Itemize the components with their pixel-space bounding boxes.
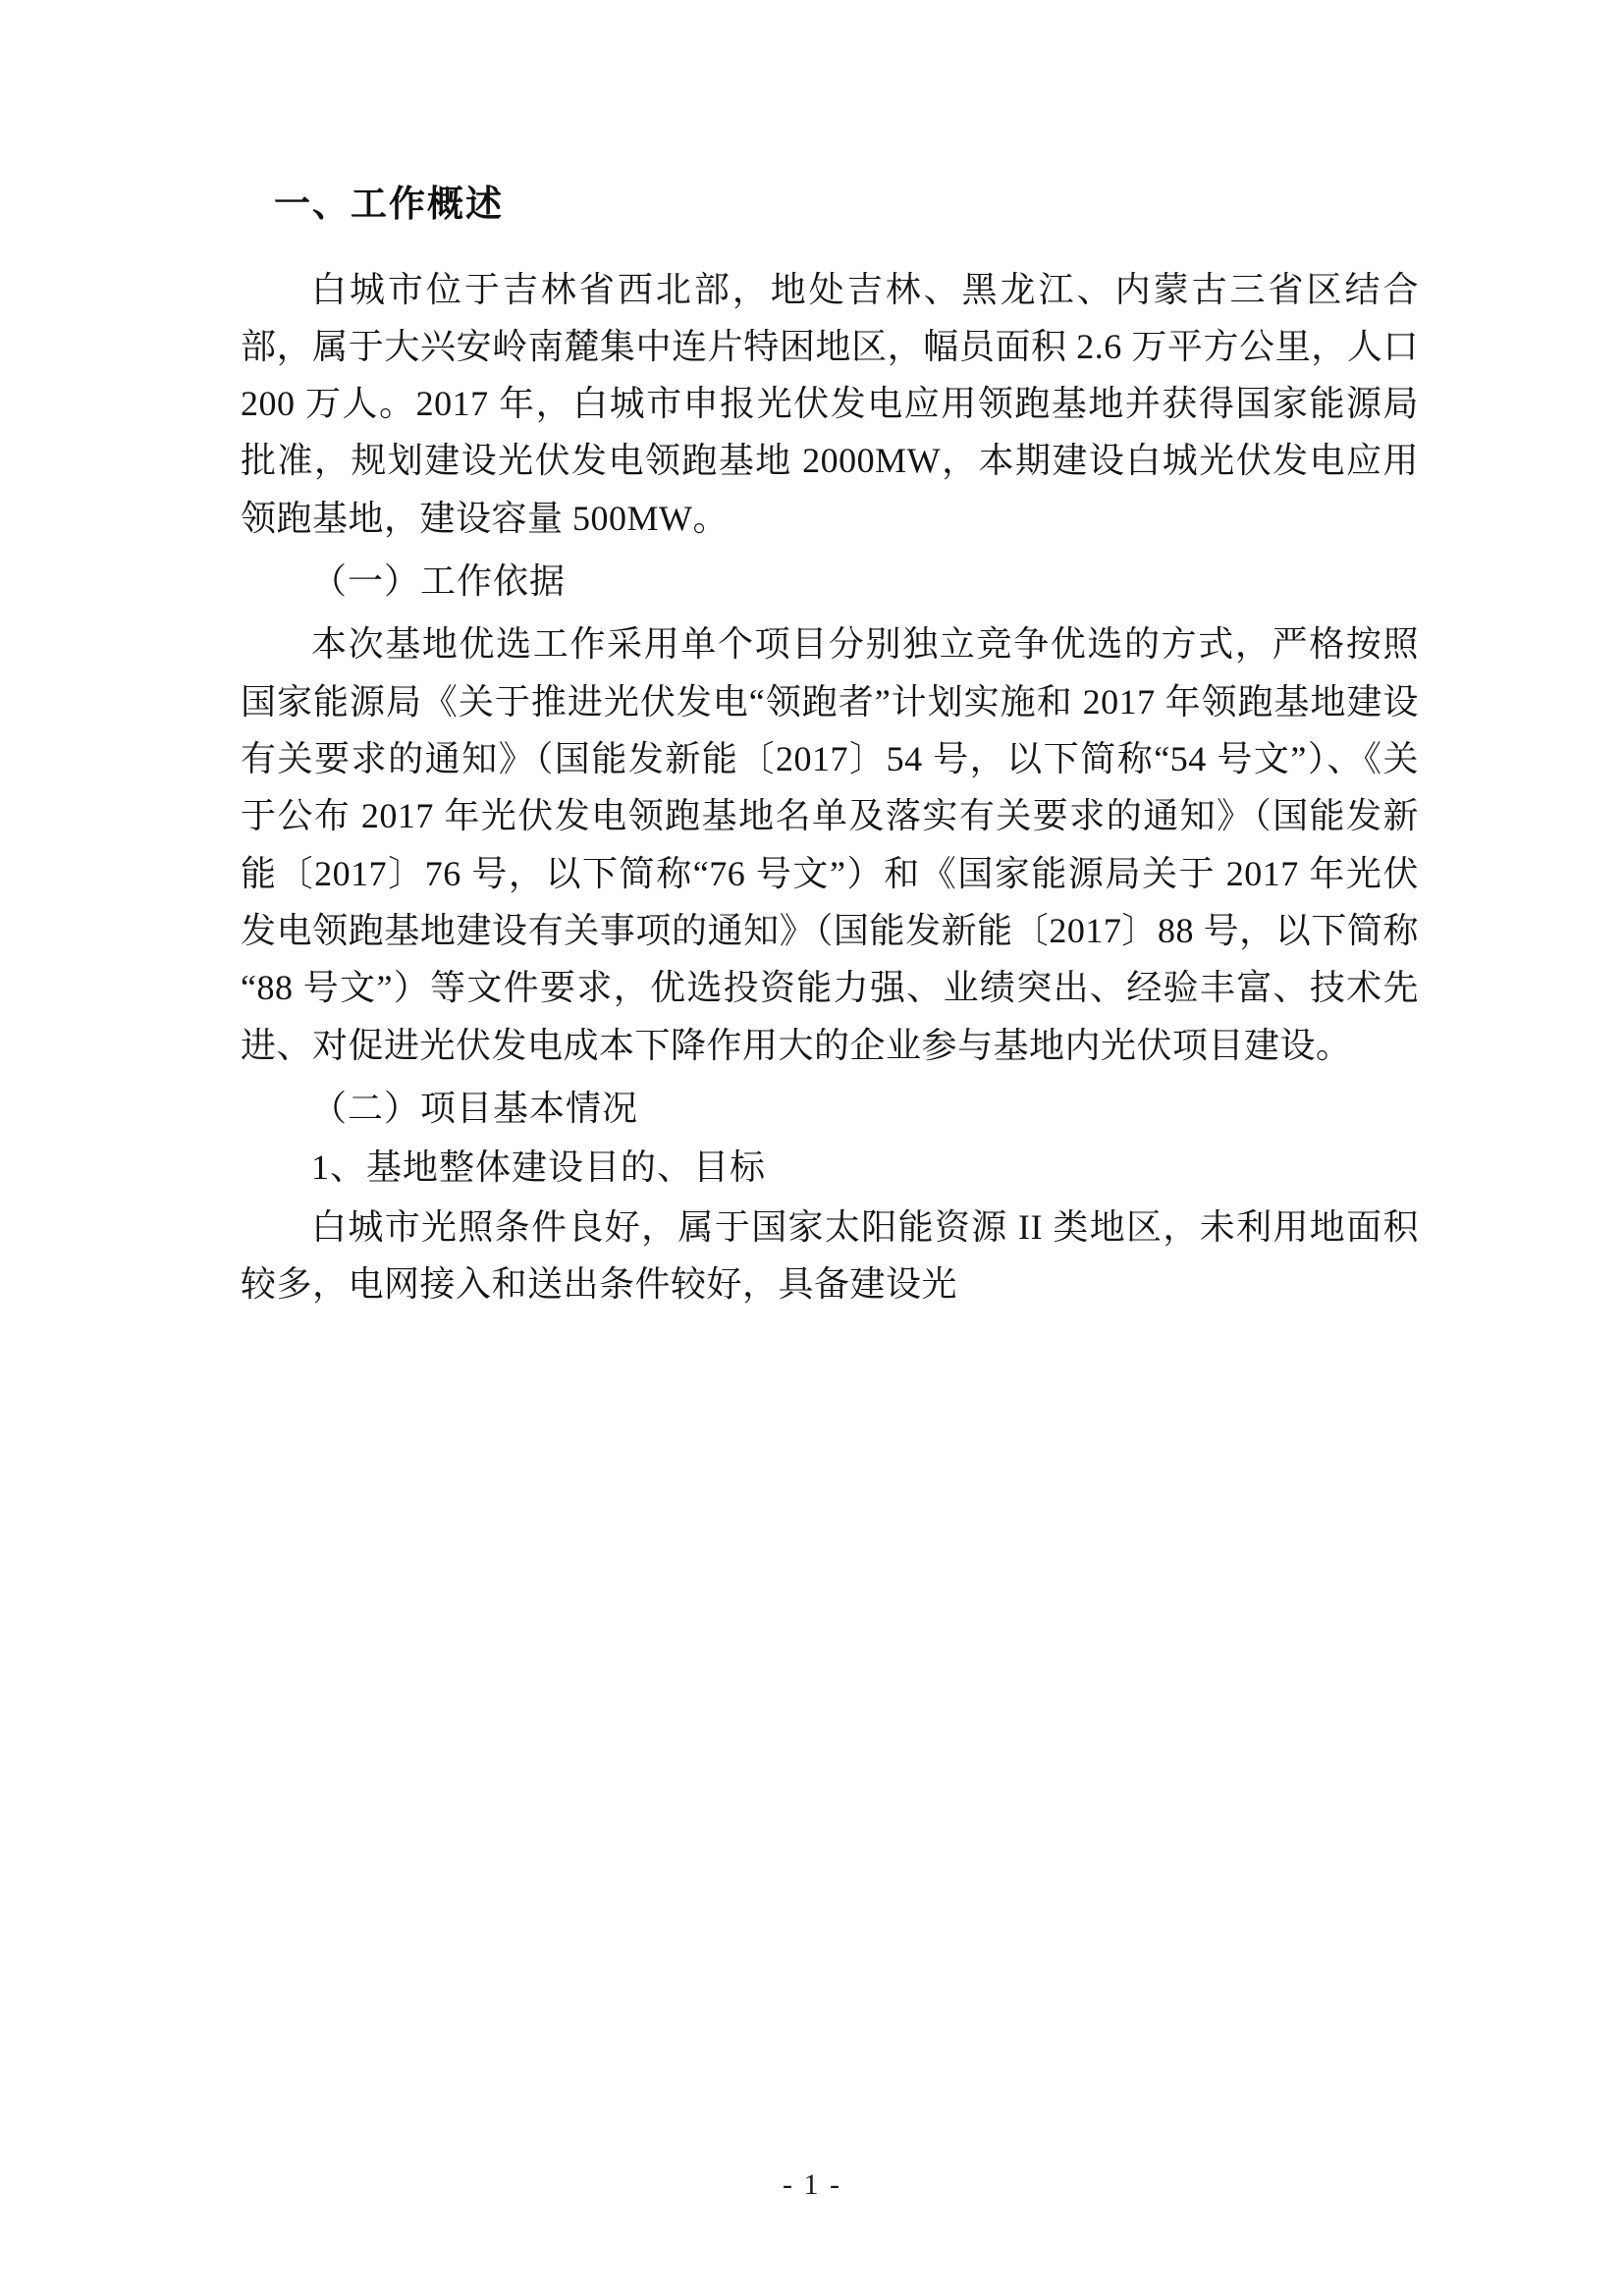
subheading-base-goals: 1、基地整体建设目的、目标 <box>311 1148 767 1188</box>
subheading-project-basics: （二）项目基本情况 <box>311 1088 639 1128</box>
page-title: 一、工作概述 <box>274 183 504 225</box>
paragraph-base-goals: 白城市光照条件良好，属于国家太阳能资源 II 类地区，未利用地面积较多，电网接入和送出条件较好，具备建设光 <box>241 1206 1419 1304</box>
page-number: - 1 - <box>783 2168 841 2201</box>
paragraph-work-basis: 本次基地优选工作采用单个项目分别独立竞争优选的方式，严格按照国家能源局《关于推进光伏发电“领跑者”计划实施和 2017 年领跑基地建设有关要求的通知》（国能发新能〔2017〕54 号，以下简称“54 号文”）、《关于公布 2017 年光伏发电领跑基地名单及落实有关要求的通知》（国能发新能〔2017〕76 号，以下简称“76 号文”）和《国家能源局关于 2017 年光伏发电领跑基地建设有关事项的通知》（国能发新能〔2017〕88 号，以下简称“88 号文”）等文件要求，优选投资能力强、业绩突出、经验丰富、技术先进、对促进光伏发电成本下降作用大的企业参与基地内光伏项目建设。 <box>241 624 1419 1065</box>
document-body <box>241 177 1419 1312</box>
subheading-work-basis: （一）工作依据 <box>311 561 567 602</box>
paragraph-overview: 白城市位于吉林省西北部，地处吉林、黑龙江、内蒙古三省区结合部，属于大兴安岭南麓集中连片特困地区，幅员面积 2.6 万平方公里，人口 200 万人。2017 年，白城市申报光伏发电应用领跑基地并获得国家能源局批准，规划建设光伏发电领跑基地 2000MW，本期建设白城光伏发电应用领跑基地，建设容量 500MW。 <box>241 269 1419 538</box>
